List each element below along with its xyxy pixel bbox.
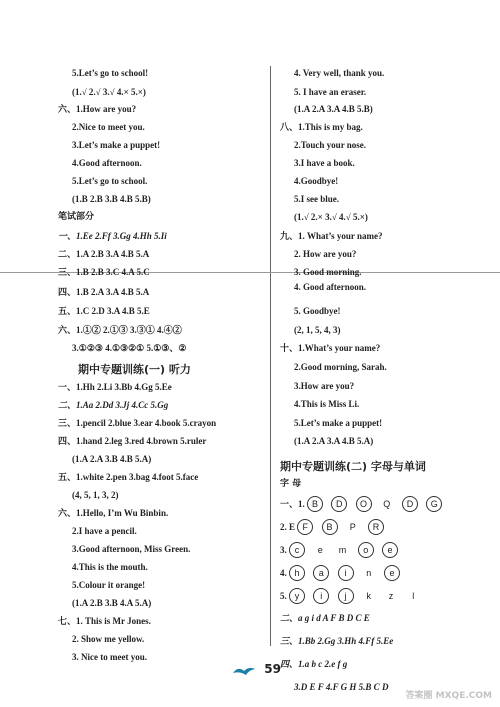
answer-line: 4.This is the mouth. xyxy=(72,562,148,572)
answer-line: 九、1. What’s your name? xyxy=(280,231,383,241)
answer-line: 4. Good afternoon. xyxy=(294,282,366,292)
answer-line: 二、a g i d A F B D C E xyxy=(280,613,370,623)
answer-line: 5.Let’s go to school! xyxy=(72,68,149,78)
answer-line: 七、1. This is Mr Jones. xyxy=(58,616,151,626)
letter: l xyxy=(412,591,415,601)
answer-line: 五、1.white 2.pen 3.bag 4.foot 5.face xyxy=(58,472,199,482)
circled-letter: e xyxy=(382,542,398,558)
letter-group-5: 5. y i j k z l xyxy=(280,588,426,604)
answer-line: 5. I have an eraser. xyxy=(294,87,367,97)
answer-line: (1.√ 2.√ 3.√ 4.× 5.×) xyxy=(72,87,146,97)
answer-line: 2.Good morning, Sarah. xyxy=(294,362,387,372)
watermark: 答案圈 MXQE.COM xyxy=(405,691,492,701)
answer-line: (2, 1, 5, 4, 3) xyxy=(294,325,341,335)
answer-line: 5.I see blue. xyxy=(294,194,339,204)
letter: Q xyxy=(383,499,391,509)
circled-letter: B xyxy=(307,496,323,512)
answer-line: 3.Good afternoon, Miss Green. xyxy=(72,544,191,554)
circled-letter: D xyxy=(402,496,418,512)
section-label: 笔试部分 xyxy=(58,212,95,222)
page-footer xyxy=(232,662,281,677)
letter-group-1: 一、1. B D O Q D G xyxy=(280,496,448,512)
column-divider xyxy=(270,66,271,646)
letter: m xyxy=(338,545,347,555)
circled-letter: e xyxy=(384,565,400,581)
letter-group-4: 4. h a i n e xyxy=(280,565,406,581)
answer-line: 三、1.pencil 2.blue 3.ear 4.book 5.crayon xyxy=(58,418,217,428)
circled-letter: F xyxy=(297,519,313,535)
answer-line: 3.How are you? xyxy=(294,381,355,391)
answer-line: 六、1.Hello, I’m Wu Binbin. xyxy=(58,508,169,518)
answer-line: 4.This is Miss Li. xyxy=(294,399,360,409)
answer-line: 二、1.Aa 2.Dd 3.Jj 4.Cc 5.Gg xyxy=(58,400,169,410)
circled-letter: y xyxy=(289,588,305,604)
circled-letter: G xyxy=(426,496,442,512)
answer-line: 八、1.This is my bag. xyxy=(280,122,363,132)
bird-logo-icon xyxy=(232,665,256,677)
answer-line: (1.A 2.A 3.A 4.B 5.A) xyxy=(294,436,374,446)
letter: n xyxy=(366,568,372,578)
circled-letter: j xyxy=(338,588,354,604)
answer-line: 五、1.C 2.D 3.A 4.B 5.E xyxy=(58,306,150,316)
answer-line: 四、1.a b c 2.e f g xyxy=(280,659,348,669)
answer-line: (1.A 2.B 3.B 4.A 5.A) xyxy=(72,598,152,608)
answer-line: 二、1.A 2.B 3.A 4.B 5.A xyxy=(58,249,150,259)
circled-letter: i xyxy=(313,588,329,604)
answer-line: 5. Goodbye! xyxy=(294,306,341,316)
answer-line: (1.A 2.A 3.A 4.B 5.B) xyxy=(294,104,373,114)
circled-letter: D xyxy=(331,496,347,512)
answer-line: 一、1.Hh 2.Li 3.Bb 4.Gg 5.Ee xyxy=(58,382,172,392)
answer-line: 3.Let’s make a puppet! xyxy=(72,140,161,150)
answer-line: (1.B 2.B 3.B 4.B 5.B) xyxy=(72,194,151,204)
answer-line: 十、1.What’s your name? xyxy=(280,343,381,353)
answer-line: 四、1.hand 2.leg 3.red 4.brown 5.ruler xyxy=(58,436,207,446)
answer-line: 4.Goodbye! xyxy=(294,176,339,186)
circled-letter: a xyxy=(313,565,329,581)
circled-letter: R xyxy=(368,519,384,535)
answer-line: (1.A 2.A 3.B 4.B 5.A) xyxy=(72,454,152,464)
circled-letter: c xyxy=(289,542,305,558)
circled-letter: B xyxy=(322,519,338,535)
answer-line: 四、1.B 2.A 3.A 4.B 5.A xyxy=(58,287,150,297)
answer-line: 5.Colour it orange! xyxy=(72,580,146,590)
answer-line: 2. How are you? xyxy=(294,249,357,259)
letter-group-3: 3. c e m o e xyxy=(280,542,404,558)
answer-line: (4, 5, 1, 3, 2) xyxy=(72,490,119,500)
circled-letter: i xyxy=(338,565,354,581)
section-label: 字 母 xyxy=(280,479,302,489)
answer-line: 一、1.Ee 2.Ff 3.Gg 4.Hh 5.Ii xyxy=(58,231,167,241)
page-number: 59 xyxy=(264,662,281,676)
letter: e xyxy=(317,545,323,555)
answer-line: 三、1.B 2.B 3.C 4.A 5.C xyxy=(58,267,150,277)
answer-line: 3. Nice to meet you. xyxy=(72,652,147,662)
answer-line: 3.①②③ 4.①③②① 5.①③、② xyxy=(72,343,187,353)
section-title: 期中专题训练(二) 字母与单词 xyxy=(280,460,426,473)
answer-line: 2.Nice to meet you. xyxy=(72,122,145,132)
letter: P xyxy=(349,522,356,532)
answer-line: 5.Let’s make a puppet! xyxy=(294,418,383,428)
answer-line: 3. Good morning. xyxy=(294,267,362,277)
answer-line: 六、1.①② 2.①③ 3.③① 4.④② xyxy=(58,325,182,335)
circled-letter: o xyxy=(358,542,374,558)
letter: k xyxy=(366,591,371,601)
answer-line: 2.I have a pencil. xyxy=(72,526,137,536)
section-title: 期中专题训练(一) 听力 xyxy=(78,363,191,376)
answer-line: 三、1.Bb 2.Gg 3.Hh 4.Ff 5.Ee xyxy=(280,636,394,646)
answer-line: 4. Very well, thank you. xyxy=(294,68,385,78)
answer-line: 3.I have a book. xyxy=(294,158,355,168)
circled-letter: h xyxy=(289,565,305,581)
answer-line: 2. Show me yellow. xyxy=(72,634,145,644)
answer-line: 2.Touch your nose. xyxy=(294,140,367,150)
letter-group-2: 2. E F B P R xyxy=(280,519,390,535)
answer-line: 3.D E F 4.F G H 5.B C D xyxy=(294,682,389,692)
answer-line: 4.Good afternoon. xyxy=(72,158,142,168)
circled-letter: O xyxy=(356,496,372,512)
answer-line: 5.Let’s go to school. xyxy=(72,176,148,186)
letter: z xyxy=(388,591,394,601)
answer-line: (1.√ 2.× 3.√ 4.√ 5.×) xyxy=(294,212,368,222)
answer-line: 六、1.How are you? xyxy=(58,104,137,114)
